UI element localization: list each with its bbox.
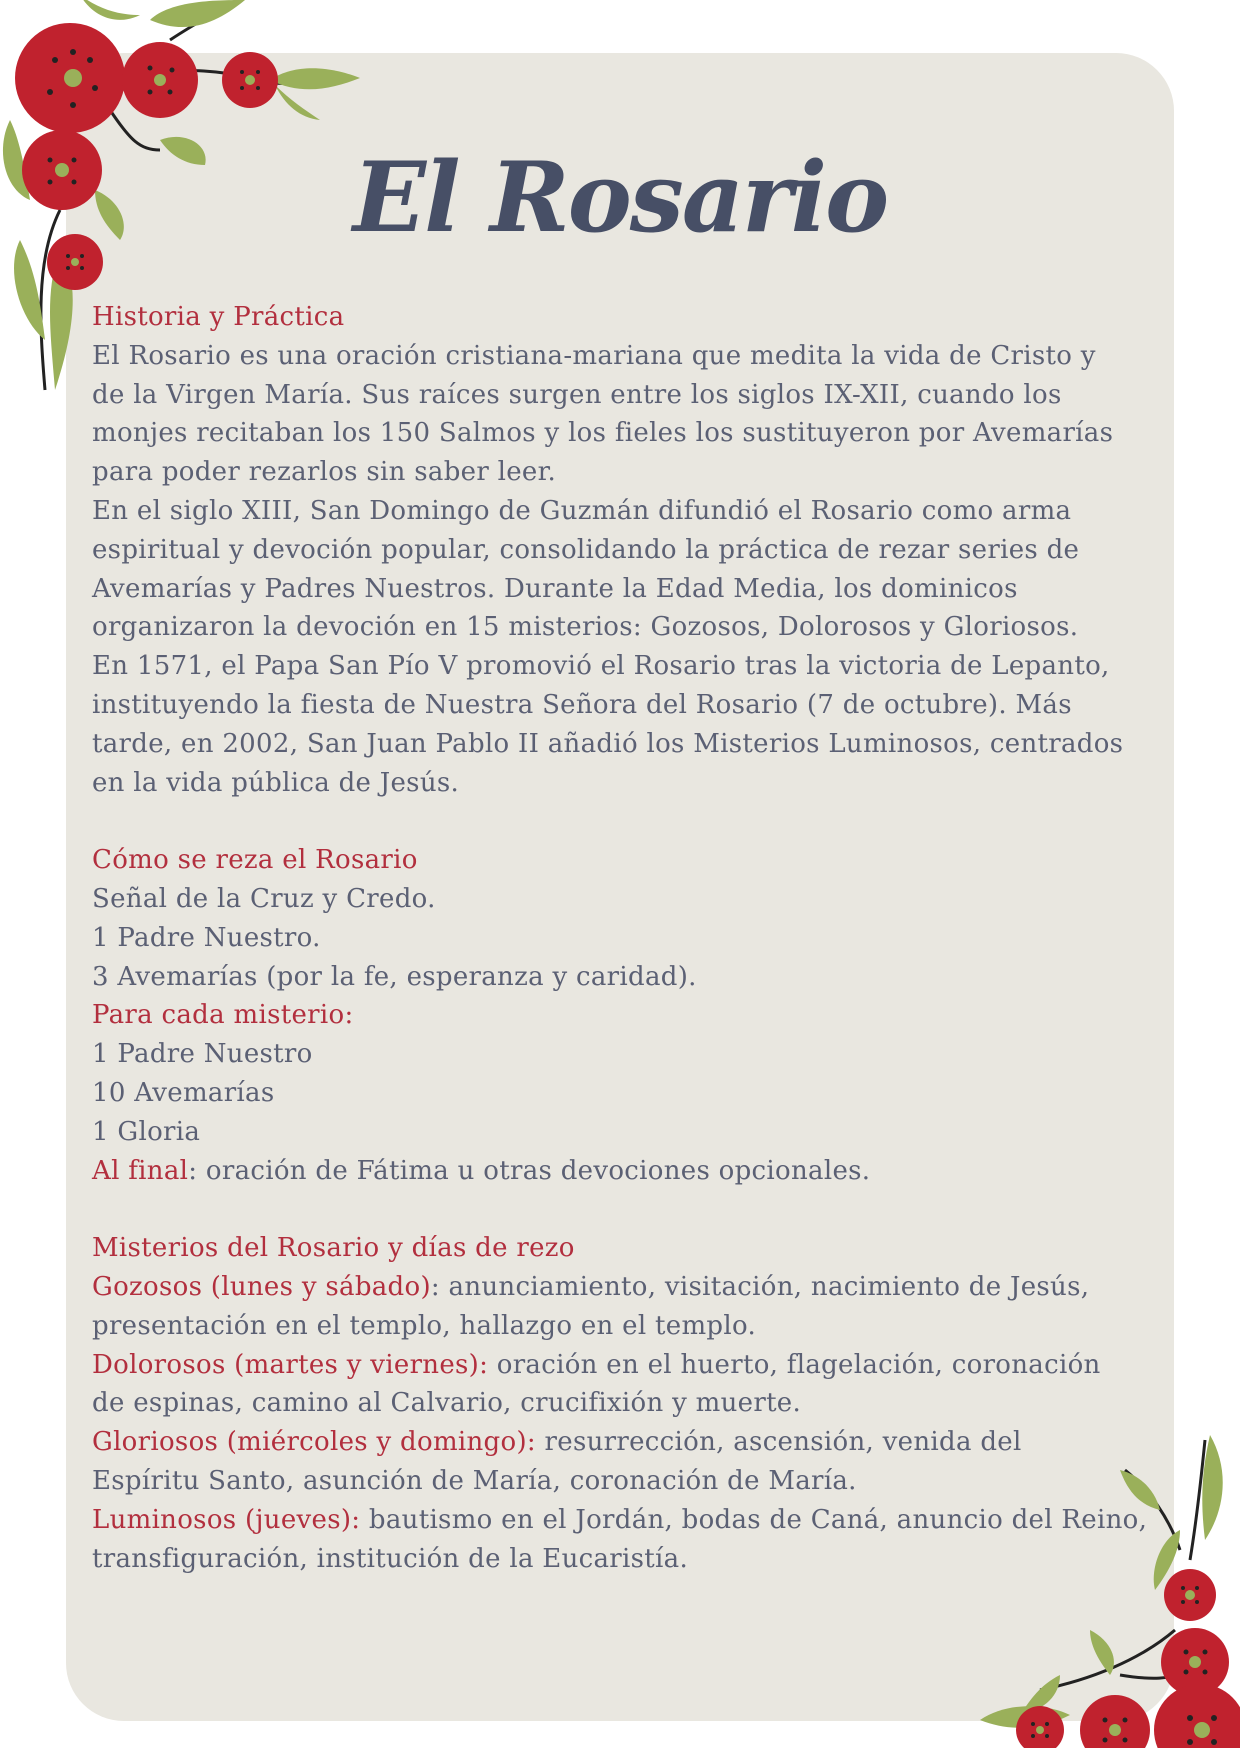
mystery-item (92, 1501, 1192, 1540)
mystery-text-cont: Espíritu Santo, asunción de María, coronación de María. (92, 1465, 857, 1496)
mystery-text-cont: presentación en el templo, hallazgo en el templo. (92, 1310, 757, 1341)
mystery-text: bautismo en el Jordán, bodas de Caná, anuncio del Reino, (360, 1504, 1148, 1535)
mystery-item (92, 1346, 1192, 1385)
history-line: de la Virgen María. Sus raíces surgen entre los siglos IX-XII, cuando los (92, 379, 1062, 410)
mystery-label: Luminosos (jueves): (92, 1504, 361, 1535)
mystery-text-cont: de espinas, camino al Calvario, crucifixión y muerte. (92, 1388, 802, 1419)
mystery-label: Gloriosos (miércoles y domingo): (92, 1427, 536, 1458)
mystery-item (92, 1423, 1192, 1462)
history-line: organizaron la devoción en 15 misterios: Gozosos, Dolorosos y Gloriosos. (92, 612, 1079, 643)
mystery-text: : anunciamiento, visitación, nacimiento de Jesús, (430, 1271, 1090, 1302)
how-to-step: 1 Padre Nuestro. (92, 922, 321, 953)
mystery-item (92, 1268, 1192, 1307)
how-to-step: Señal de la Cruz y Credo. (92, 883, 436, 914)
final-step (92, 1152, 1192, 1191)
history-heading: Historia y Práctica (92, 302, 345, 332)
mystery-text-cont: transfiguración, institución de la Eucaristía. (92, 1543, 689, 1574)
mysteries-heading: Misterios del Rosario y días de rezo (92, 1233, 575, 1264)
history-line: Avemarías y Padres Nuestros. Durante la Edad Media, los dominicos (92, 573, 1018, 604)
history-line: monjes recitaban los 150 Salmos y los fieles los sustituyeron por Avemarías (92, 418, 1114, 449)
history-line: espiritual y devoción popular, consolidando la práctica de rezar series de (92, 534, 1080, 565)
history-line: En el siglo XIII, San Domingo de Guzmán difundió el Rosario como arma (92, 495, 1072, 526)
per-mystery-step: 1 Padre Nuestro (92, 1039, 313, 1070)
history-line: En 1571, el Papa San Pío V promovió el Rosario tras la victoria de Lepanto, (92, 651, 1110, 682)
per-mystery-step: 1 Gloria (92, 1116, 201, 1147)
history-line: tarde, en 2002, San Juan Pablo II añadió los Misterios Luminosos, centrados (92, 728, 1124, 759)
history-line: instituyendo la fiesta de Nuestra Señora del Rosario (7 de octubre). Más (92, 689, 1072, 720)
per-mystery-step: 10 Avemarías (92, 1077, 275, 1108)
history-line: para poder rezarlos sin saber leer. (92, 457, 557, 488)
page-title: El Rosario (352, 141, 888, 254)
mystery-text: oración en el huerto, flagelación, coronación (488, 1349, 1101, 1380)
document-body (92, 298, 1192, 1578)
final-label: Al final (92, 1155, 189, 1186)
history-line: El Rosario es una oración cristiana-mariana que medita la vida de Cristo y (92, 340, 1096, 371)
final-text: : oración de Fátima u otras devociones opcionales. (188, 1155, 871, 1186)
how-to-step: 3 Avemarías (por la fe, esperanza y caridad). (92, 961, 697, 992)
history-line: en la vida pública de Jesús. (92, 767, 460, 798)
mystery-text: resurrección, ascensión, venida del (535, 1427, 1022, 1458)
mystery-label: Gozosos (lunes y sábado) (92, 1271, 431, 1302)
how-to-heading: Cómo se reza el Rosario (92, 845, 418, 876)
per-mystery-label: Para cada misterio: (92, 1000, 354, 1031)
mystery-label: Dolorosos (martes y viernes): (92, 1349, 489, 1380)
